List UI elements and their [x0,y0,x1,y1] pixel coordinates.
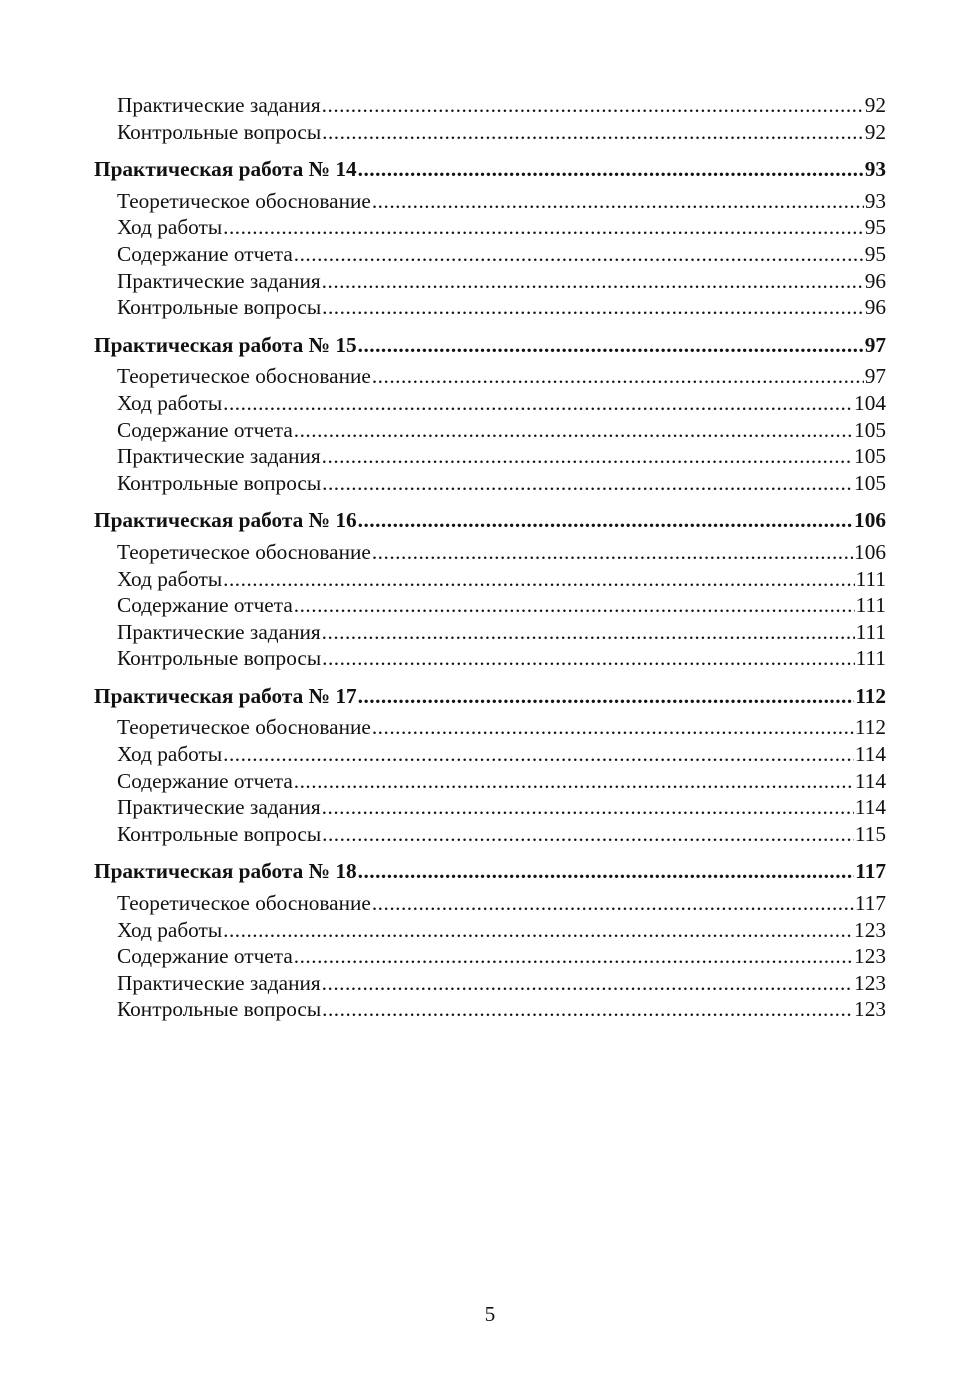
toc-entry-page: 111 [855,619,886,644]
toc-dot-leader [322,92,864,119]
toc-dot-leader [372,714,854,741]
toc-entry-page: 105 [854,470,886,495]
toc-entry-title: Практические задания [117,268,321,293]
toc-entry-page: 95 [864,215,886,240]
toc-section-entry[interactable] [94,507,886,534]
toc-subsection-entry[interactable] [94,592,886,619]
toc-subsection-entry[interactable] [94,188,886,215]
toc-entry-page: 112 [855,683,886,708]
toc-dot-leader [322,821,854,848]
toc-entry-page: 95 [864,241,886,266]
toc-entry-title: Теоретическое обоснование [117,891,371,916]
toc-dot-leader [322,294,864,321]
toc-dot-leader [294,592,855,619]
toc-subsection-entry[interactable] [94,996,886,1023]
toc-entry-page: 112 [854,715,886,740]
toc-entry-title: Практические задания [117,619,321,644]
toc-subsection-entry[interactable] [94,241,886,268]
toc-list [94,92,886,1023]
toc-subsection-entry[interactable] [94,768,886,795]
toc-entry-title: Содержание отчета [117,241,293,266]
toc-subsection-entry[interactable] [94,794,886,821]
toc-entry-page: 96 [864,268,886,293]
toc-dot-leader [294,768,854,795]
page-number: 5 [484,1302,496,1326]
toc-dot-leader [372,363,864,390]
toc-subsection-entry[interactable] [94,119,886,146]
toc-entry-title: Ход работы [117,917,223,942]
toc-dot-leader [322,970,853,997]
toc-entry-page: 106 [854,508,886,533]
toc-entry-title: Контрольные вопросы [117,119,322,144]
toc-subsection-entry[interactable] [94,417,886,444]
toc-entry-page: 123 [854,917,886,942]
toc-dot-leader [372,539,853,566]
toc-entry-title: Содержание отчета [117,593,293,618]
toc-entry-title: Ход работы [117,566,223,591]
toc-subsection-entry[interactable] [94,470,886,497]
toc-entry-title: Теоретическое обоснование [117,188,371,213]
toc-subsection-entry[interactable] [94,890,886,917]
toc-subsection-entry[interactable] [94,970,886,997]
toc-entry-title: Практические задания [117,795,321,820]
toc-entry-page: 123 [854,944,886,969]
toc-entry-title: Теоретическое обоснование [117,364,371,389]
toc-entry-title: Контрольные вопросы [117,295,322,320]
toc-dot-leader [322,996,853,1023]
toc-subsection-entry[interactable] [94,294,886,321]
toc-entry-page: 93 [864,157,886,182]
toc-entry-page: 96 [864,295,886,320]
toc-entry-title: Ход работы [117,215,223,240]
toc-entry-page: 123 [854,970,886,995]
toc-entry-page: 104 [854,390,886,415]
toc-entry-title: Содержание отчета [117,417,293,442]
toc-entry-title: Практическая работа № 18 [94,859,357,884]
toc-subsection-entry[interactable] [94,390,886,417]
toc-subsection-entry[interactable] [94,363,886,390]
toc-subsection-entry[interactable] [94,443,886,470]
toc-subsection-entry[interactable] [94,619,886,646]
toc-subsection-entry[interactable] [94,821,886,848]
toc-entry-page: 115 [854,821,886,846]
toc-dot-leader [223,917,853,944]
toc-dot-leader [358,683,855,710]
toc-dot-leader [358,156,864,183]
toc-dot-leader [223,741,854,768]
toc-subsection-entry[interactable] [94,917,886,944]
toc-section-entry[interactable] [94,332,886,359]
toc-entry-title: Контрольные вопросы [117,997,322,1022]
toc-dot-leader [322,645,854,672]
toc-entry-title: Практические задания [117,444,321,469]
toc-entry-title: Контрольные вопросы [117,470,322,495]
toc-dot-leader [322,470,853,497]
toc-dot-leader [322,443,853,470]
toc-entry-page: 105 [854,444,886,469]
toc-entry-page: 114 [854,795,886,820]
toc-entry-page: 117 [854,891,886,916]
toc-entry-page: 117 [855,859,886,884]
toc-dot-leader [322,619,855,646]
toc-dot-leader [223,214,864,241]
toc-entry-title: Ход работы [117,742,223,767]
table-of-contents [94,92,886,1023]
toc-entry-title: Практическая работа № 15 [94,332,357,357]
toc-dot-leader [358,332,864,359]
toc-dot-leader [322,119,864,146]
toc-entry-title: Содержание отчета [117,944,293,969]
toc-subsection-entry[interactable] [94,268,886,295]
toc-entry-title: Теоретическое обоснование [117,539,371,564]
toc-dot-leader [322,794,854,821]
toc-section-entry[interactable] [94,156,886,183]
toc-subsection-entry[interactable] [94,645,886,672]
toc-section-entry[interactable] [94,858,886,885]
toc-entry-page: 97 [864,332,886,357]
toc-dot-leader [294,417,853,444]
toc-entry-title: Содержание отчета [117,768,293,793]
toc-subsection-entry[interactable] [94,539,886,566]
toc-dot-leader [294,943,853,970]
toc-section-entry[interactable] [94,683,886,710]
toc-subsection-entry[interactable] [94,566,886,593]
toc-dot-leader [223,566,854,593]
toc-subsection-entry[interactable] [94,214,886,241]
toc-entry-page: 111 [855,646,886,671]
toc-subsection-entry[interactable] [94,92,886,119]
toc-entry-page: 106 [854,539,886,564]
toc-entry-page: 92 [864,93,886,117]
toc-entry-title: Практическая работа № 16 [94,508,357,533]
toc-entry-page: 93 [864,188,886,213]
toc-subsection-entry[interactable] [94,943,886,970]
toc-subsection-entry[interactable] [94,714,886,741]
toc-entry-page: 111 [855,593,886,618]
toc-subsection-entry[interactable] [94,741,886,768]
toc-entry-title: Практические задания [117,93,321,117]
toc-entry-page: 92 [864,119,886,144]
toc-entry-page: 114 [854,768,886,793]
toc-dot-leader [372,188,864,215]
toc-entry-title: Практические задания [117,970,321,995]
toc-entry-title: Теоретическое обоснование [117,715,371,740]
toc-entry-title: Практическая работа № 17 [94,683,357,708]
toc-entry-page: 111 [855,566,886,591]
toc-dot-leader [358,507,853,534]
toc-entry-title: Контрольные вопросы [117,646,322,671]
toc-entry-page: 114 [854,742,886,767]
toc-dot-leader [294,241,864,268]
toc-dot-leader [322,268,864,295]
toc-entry-page: 105 [854,417,886,442]
toc-entry-page: 97 [864,364,886,389]
toc-dot-leader [223,390,853,417]
toc-entry-title: Ход работы [117,390,223,415]
toc-entry-page: 123 [854,997,886,1022]
toc-entry-title: Контрольные вопросы [117,821,322,846]
toc-dot-leader [372,890,854,917]
toc-entry-title: Практическая работа № 14 [94,157,357,182]
toc-dot-leader [358,858,855,885]
